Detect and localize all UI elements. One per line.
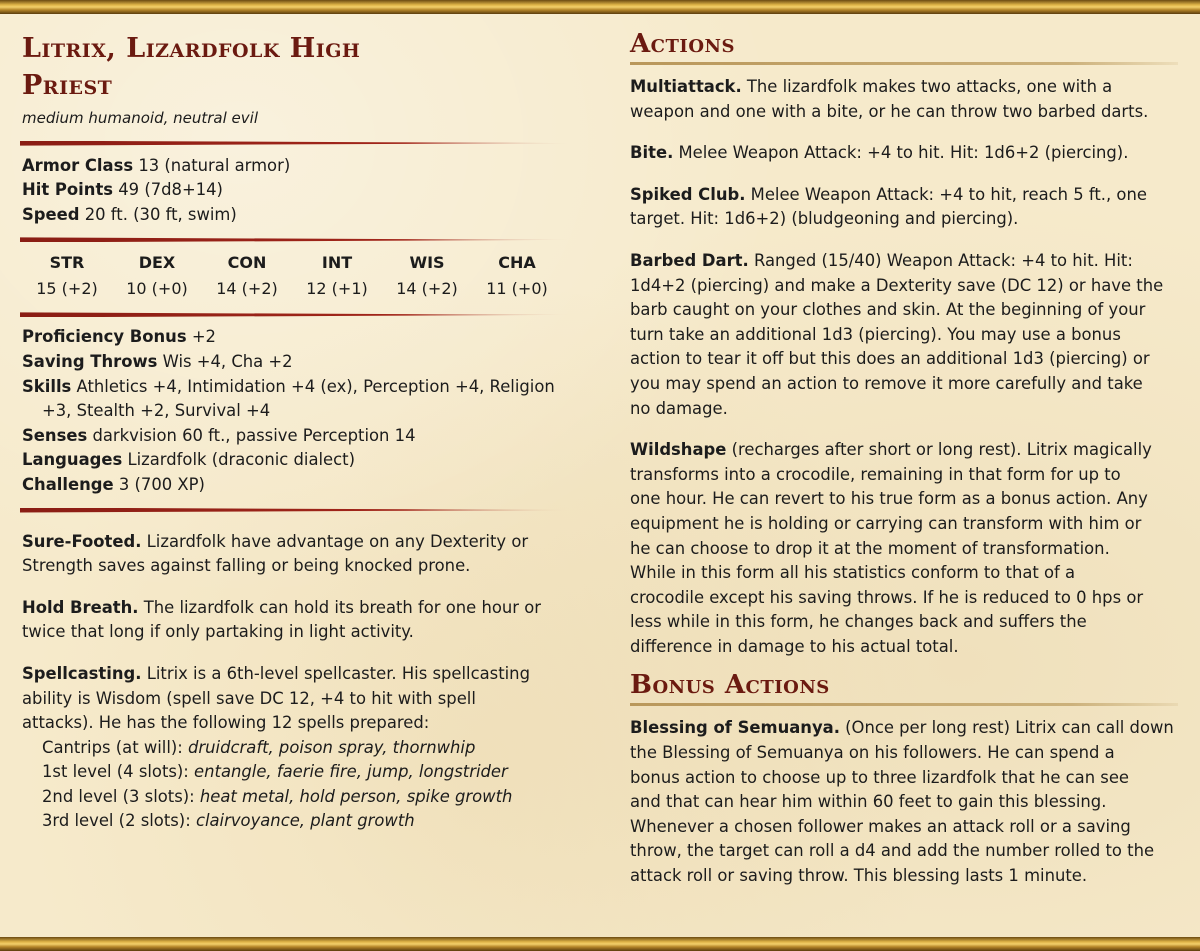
top-border xyxy=(0,0,1200,14)
action-text: equipment he is holding or carrying can transform with him or xyxy=(630,513,1142,533)
saving-throws-value: Wis +4, Cha +2 xyxy=(162,351,293,371)
skills-row-cont: +3, Stealth +2, Survival +4 xyxy=(42,401,271,421)
action-text: (recharges after short or long rest). Litrix magically xyxy=(731,440,1152,460)
skills-row xyxy=(22,375,582,400)
heading-underline xyxy=(630,703,1178,706)
action-name: Blessing of Semuanya. xyxy=(630,718,840,738)
spell-list: clairvoyance, plant growth xyxy=(195,811,415,831)
ability-name: CHA xyxy=(498,253,536,273)
spell-level: 3rd level (2 slots): xyxy=(42,811,196,831)
speed-row xyxy=(22,203,582,228)
challenge-value: 3 (700 XP) xyxy=(118,474,205,494)
action-text: action to tear it off but this does an additional 1d3 (piercing) or xyxy=(630,349,1150,369)
armor-class-row xyxy=(22,154,582,179)
action-text: throw, the target can roll a d4 and add the number rolled to the xyxy=(630,841,1155,861)
ability-name: WIS xyxy=(409,253,445,273)
ability-value: 14 (+2) xyxy=(216,279,278,299)
ability-dex xyxy=(112,250,202,302)
action-text: the Blessing of Semuanya on his followers. He can spend a xyxy=(630,743,1115,763)
spell-level: Cantrips (at will): xyxy=(42,737,189,757)
action-name: Barbed Dart. xyxy=(630,250,749,270)
divider xyxy=(20,312,572,317)
trait-text: ability is Wisdom (spell save DC 12, +4 to hit with spell xyxy=(22,688,476,708)
ability-str xyxy=(22,250,112,302)
spell-list: druidcraft, poison spray, thornwhip xyxy=(188,737,476,757)
senses-label: Senses xyxy=(22,425,88,445)
senses-value: darkvision 60 ft., passive Perception 14 xyxy=(92,425,416,445)
action-text: crocodile except his saving throws. If he is reduced to 0 hps or xyxy=(630,587,1144,607)
spell-row xyxy=(22,736,582,761)
trait-sure-footed xyxy=(22,530,582,579)
bonus-actions-heading: Bonus Actions xyxy=(630,670,830,701)
challenge-row xyxy=(22,473,582,498)
ability-value: 11 (+0) xyxy=(486,279,548,299)
action-multiattack xyxy=(630,75,1182,124)
trait-spellcasting xyxy=(22,662,582,834)
languages-value: Lizardfolk (draconic dialect) xyxy=(127,450,355,470)
divider xyxy=(20,508,572,513)
trait-text: Lizardfolk have advantage on any Dexterity or xyxy=(146,531,529,551)
spell-row xyxy=(22,809,582,834)
trait-text: Strength saves against falling or being knocked prone. xyxy=(22,556,471,576)
action-text: (Once per long rest) Litrix can call down xyxy=(845,718,1174,738)
action-text: he can choose to drop it at the moment of transformation. xyxy=(630,538,1110,558)
trait-text: Litrix is a 6th-level spellcaster. His spellcasting xyxy=(146,663,530,683)
skills-value: Athletics +4, Intimidation +4 (ex), Perception +4, Religion xyxy=(76,376,555,396)
trait-text: The lizardfolk can hold its breath for one hour or xyxy=(143,597,541,617)
proficiency-row xyxy=(22,325,582,350)
trait-text: twice that long if only partaking in light activity. xyxy=(22,622,414,642)
action-spiked-club xyxy=(630,183,1182,232)
challenge-label: Challenge xyxy=(22,474,114,494)
ability-wis xyxy=(382,250,472,302)
monster-type: medium humanoid, neutral evil xyxy=(22,109,259,127)
action-text: bonus action to choose up to three lizardfolk that he can see xyxy=(630,767,1130,787)
hit-points-row xyxy=(22,178,582,203)
action-text: Melee Weapon Attack: +4 to hit, reach 5 ft., one xyxy=(750,184,1147,204)
languages-row xyxy=(22,448,582,473)
trait-name: Sure-Footed. xyxy=(22,531,142,551)
spell-level: 1st level (4 slots): xyxy=(42,762,195,782)
trait-name: Spellcasting. xyxy=(22,663,142,683)
action-text: less while in this form, he changes back and suffers the xyxy=(630,612,1087,632)
trait-hold-breath xyxy=(22,596,582,645)
bonus-action-blessing xyxy=(630,716,1182,888)
action-text: 1d4+2 (piercing) and make a Dexterity save (DC 12) or have the xyxy=(630,275,1164,295)
action-text: turn take an additional 1d3 (piercing). You may use a bonus xyxy=(630,324,1121,344)
action-bite xyxy=(630,141,1182,166)
ability-value: 14 (+2) xyxy=(396,279,458,299)
armor-class-label: Armor Class xyxy=(22,155,134,175)
monster-name xyxy=(22,30,582,104)
action-text: one hour. He can revert to his true form as a bonus action. Any xyxy=(630,489,1148,509)
action-text: Whenever a chosen follower makes an attack roll or a saving xyxy=(630,816,1131,836)
monster-name-line1: Litrix, Lizardfolk High xyxy=(22,33,361,64)
divider xyxy=(20,141,572,146)
action-text: attack roll or saving throw. This blessing lasts 1 minute. xyxy=(630,866,1088,886)
saving-throws-row xyxy=(22,350,582,375)
ability-value: 12 (+1) xyxy=(306,279,368,299)
spell-list: entangle, faerie fire, jump, longstrider xyxy=(194,762,508,782)
ability-scores xyxy=(22,250,562,302)
ability-name: CON xyxy=(227,253,267,273)
ability-name: DEX xyxy=(138,253,176,273)
ability-con xyxy=(202,250,292,302)
action-text: difference in damage to his actual total. xyxy=(630,636,959,656)
ability-value: 15 (+2) xyxy=(36,279,98,299)
ability-int xyxy=(292,250,382,302)
saving-throws-label: Saving Throws xyxy=(22,351,158,371)
action-text: transforms into a crocodile, remaining in that form for up to xyxy=(630,464,1121,484)
hit-points-value: 49 (7d8+14) xyxy=(118,180,223,200)
hit-points-label: Hit Points xyxy=(22,180,114,200)
languages-label: Languages xyxy=(22,450,123,470)
left-column xyxy=(22,26,582,834)
monster-name-line2: Priest xyxy=(22,70,113,101)
ability-cha xyxy=(472,250,562,302)
trait-text: attacks). He has the following 12 spells prepared: xyxy=(22,713,430,733)
spell-list: heat metal, hold person, spike growth xyxy=(199,786,513,806)
actions-heading: Actions xyxy=(630,29,735,59)
action-text: Ranged (15/40) Weapon Attack: +4 to hit. Hit: xyxy=(753,250,1133,270)
action-wildshape xyxy=(630,438,1182,659)
proficiency-label: Proficiency Bonus xyxy=(22,327,187,347)
action-text: weapon and one with a bite, or he can throw two barbed darts. xyxy=(630,101,1149,121)
action-text: target. Hit: 1d6+2) (bludgeoning and piercing). xyxy=(630,209,1019,229)
ability-name: STR xyxy=(49,253,85,273)
right-column xyxy=(630,26,1182,906)
action-text: barb caught on your clothes and skin. At the beginning of your xyxy=(630,300,1146,320)
speed-label: Speed xyxy=(22,204,80,224)
ability-value: 10 (+0) xyxy=(126,279,188,299)
action-text: you may spend an action to remove it more carefully and take xyxy=(630,373,1143,393)
action-text: and that can hear him within 60 feet to gain this blessing. xyxy=(630,792,1107,812)
action-name: Multiattack. xyxy=(630,77,742,96)
action-name: Spiked Club. xyxy=(630,184,746,204)
skills-label: Skills xyxy=(22,376,72,396)
action-text: Melee Weapon Attack: +4 to hit. Hit: 1d6+2 (piercing). xyxy=(678,143,1129,163)
action-name: Wildshape xyxy=(630,440,727,460)
action-text: The lizardfolk makes two attacks, one with a xyxy=(746,77,1113,96)
proficiency-value: +2 xyxy=(191,327,216,347)
action-barbed-dart xyxy=(630,249,1182,421)
spell-row xyxy=(22,785,582,810)
senses-row xyxy=(22,424,582,449)
heading-underline xyxy=(630,62,1178,65)
ability-name: INT xyxy=(321,253,353,273)
bottom-border xyxy=(0,937,1200,951)
divider xyxy=(20,237,572,242)
spell-level: 2nd level (3 slots): xyxy=(42,786,200,806)
speed-value: 20 ft. (30 ft, swim) xyxy=(84,204,237,224)
spell-row xyxy=(22,760,582,785)
action-name: Bite. xyxy=(630,143,674,163)
action-text: While in this form all his statistics conform to that of a xyxy=(630,563,1076,583)
armor-class-value: 13 (natural armor) xyxy=(138,155,291,175)
trait-name: Hold Breath. xyxy=(22,597,139,617)
action-text: no damage. xyxy=(630,398,728,418)
